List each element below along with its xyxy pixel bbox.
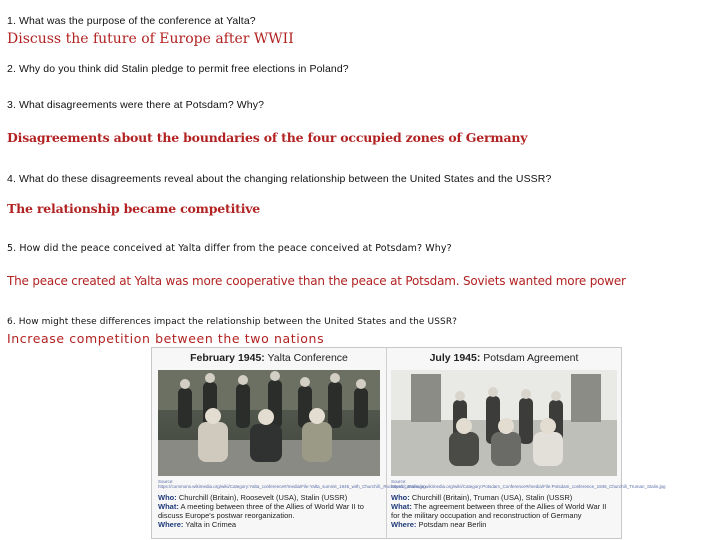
yalta-where: Yalta in Crimea (185, 520, 237, 529)
yalta-card (152, 348, 426, 538)
question-5: 5. How did the peace conceived at Yalta differ from the peace conceived at Potsdam? Why? (7, 243, 452, 254)
potsdam-what: The agreement between three of the Allies of World War II for the military occupation and reconstruction of Germany (391, 502, 607, 520)
question-3: 3. What disagreements were there at Potsdam? Why? (7, 99, 265, 111)
answer-5: The peace created at Yalta was more cooperative than the peace at Potsdam. Soviets wanted more power (7, 274, 626, 288)
yalta-photo-image (158, 370, 380, 476)
potsdam-where-label: Where: (391, 520, 417, 529)
potsdam-title: Potsdam Agreement (483, 352, 579, 364)
question-6: 6. How might these differences impact the relationship between the United States and the USSR? (7, 317, 458, 327)
yalta-date: February 1945: (190, 352, 265, 364)
yalta-details (158, 493, 384, 529)
yalta-header (152, 348, 386, 368)
yalta-who: Churchill (Britain), Roosevelt (USA), Stalin (USSR) (178, 493, 348, 502)
question-1: 1. What was the purpose of the conference at Yalta? (7, 15, 256, 27)
potsdam-photo (391, 370, 617, 476)
potsdam-card (387, 348, 666, 538)
potsdam-source: Source: https://commons.wikimedia.org/wiki/Category:Potsdam_Conference#/media/File:Potsdam_conference_1945_Churchill_Truman_Stalin.jpg (391, 479, 666, 489)
potsdam-who: Churchill (Britain), Truman (USA), Stalin (USSR) (411, 493, 573, 502)
potsdam-where: Potsdam near Berlin (418, 520, 487, 529)
answer-3: Disagreements about the boundaries of the four occupied zones of Germany (7, 130, 528, 145)
question-4: 4. What do these disagreements reveal about the changing relationship between the United States and the USSR? (7, 173, 552, 185)
potsdam-details (391, 493, 617, 529)
yalta-where-label: Where: (158, 520, 184, 529)
yalta-source: Source: https://commons.wikimedia.org/wiki/Category:Yalta_conference#/media/File:Yalta_summit_1945_with_Churchill,_Roosevelt,_Stalin.jpg (158, 479, 426, 489)
answer-6: Increase competition between the two nations (7, 331, 325, 346)
potsdam-date: July 1945: (429, 352, 481, 364)
potsdam-what-label: What: (391, 502, 412, 511)
answer-1: Discuss the future of Europe after WWII (7, 31, 294, 47)
yalta-title: Yalta Conference (267, 352, 348, 364)
conference-comparison-panel (151, 347, 666, 539)
yalta-what: A meeting between three of the Allies of World War II to discuss Europe's postwar reorganization. (158, 502, 364, 520)
potsdam-header (387, 348, 621, 368)
potsdam-who-label: Who: (391, 493, 410, 502)
question-2: 2. Why do you think did Stalin pledge to permit free elections in Poland? (7, 63, 349, 75)
yalta-what-label: What: (158, 502, 179, 511)
yalta-who-label: Who: (158, 493, 177, 502)
answer-4: The relationship became competitive (7, 201, 261, 216)
yalta-photo (158, 370, 380, 476)
potsdam-photo-image (391, 370, 617, 476)
